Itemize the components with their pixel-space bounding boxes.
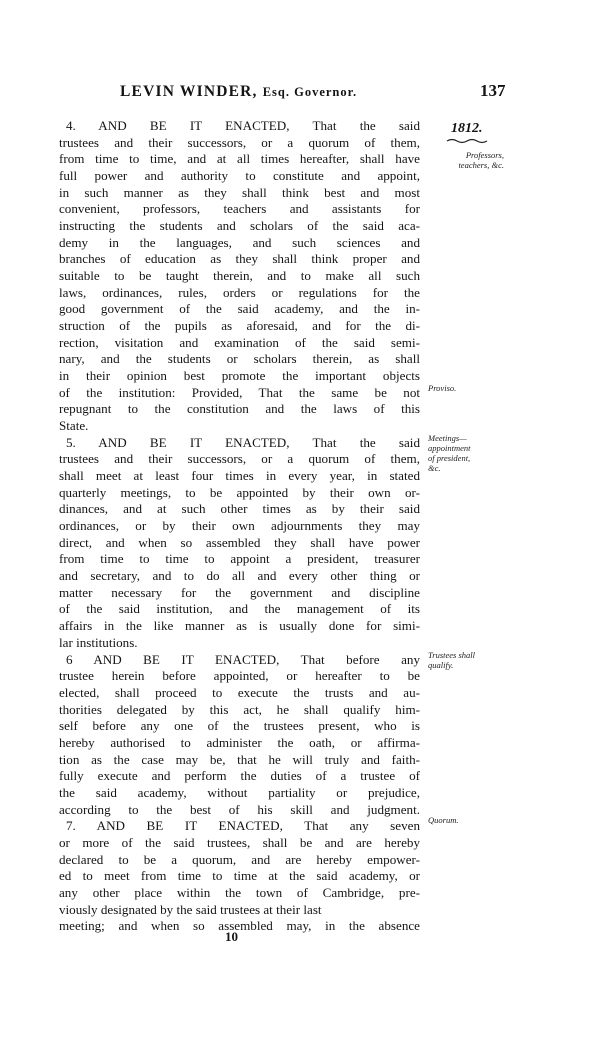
text-line: in their opinion best promote the important objects xyxy=(59,368,420,384)
text-line: 6 AND BE IT ENACTED, That before any xyxy=(66,651,420,667)
text-line: from time to time to appoint a president, treasurer xyxy=(59,551,420,567)
text-line: elected, shall proceed to execute the trusts and au- xyxy=(59,684,420,700)
body-text xyxy=(59,118,420,935)
text-line: ordinances, or by their own adjournments they may xyxy=(59,518,420,534)
text-line: self before any one of the trustees present, who is xyxy=(59,718,420,734)
text-line: according to the best of his skill and judgment. xyxy=(59,801,420,817)
text-line: of the institution: Provided, That the same be not xyxy=(59,384,420,400)
running-head-office: Esq. Governor. xyxy=(262,85,358,99)
margin-year: 1812. xyxy=(451,121,483,136)
text-line: quarterly meetings, to be appointed by their own or- xyxy=(59,484,420,500)
text-line: repugnant to the constitution and the laws of this xyxy=(59,401,420,417)
text-line: ed to meet from time to time at the said academy, or xyxy=(59,868,420,884)
text-line: shall meet at least four times in every year, in stated xyxy=(59,468,420,484)
page-number: 137 xyxy=(480,81,506,100)
text-line: convenient, professors, teachers and assistants for xyxy=(59,201,420,217)
text-line: of the said institution, and the management of its xyxy=(59,601,420,617)
text-line: rection, visitation and examination of the said semi- xyxy=(59,334,420,350)
text-line: laws, ordinances, rules, orders or regulations for the xyxy=(59,284,420,300)
margin-note-quorum: Quorum. xyxy=(428,815,459,825)
text-line: fully execute and perform the duties of a trustee of xyxy=(59,768,420,784)
text-line: branches of education as they shall think proper and xyxy=(59,251,420,267)
running-head xyxy=(120,83,357,101)
text-line: any other place within the town of Cambridge, pre- xyxy=(59,884,420,900)
text-line: from time to time, and at all times hereafter, shall have xyxy=(59,151,420,167)
running-head-title: LEVIN WINDER, xyxy=(120,83,258,100)
text-line: nary, and the students or scholars therein, as shall xyxy=(59,351,420,367)
text-line: declared to be a quorum, and are hereby empower- xyxy=(59,851,420,867)
text-line: thorities delegated by this act, he shall qualify him- xyxy=(59,701,420,717)
text-line: lar institutions. xyxy=(59,634,138,650)
text-line: meeting; and when so assembled may, in the absence xyxy=(59,918,420,934)
text-line: viously designated by the said trustees at their last xyxy=(59,901,322,917)
text-line: and secretary, and to do all and every other thing or xyxy=(59,568,420,584)
text-line: or more of the said trustees, shall be and are hereby xyxy=(59,834,420,850)
text-line: affairs in the like manner as is usually done for simi- xyxy=(59,618,420,634)
text-line: tion as the case may be, that he will truly and faith- xyxy=(59,751,420,767)
margin-note-trustees: Trustees shall qualify. xyxy=(428,650,475,670)
text-line: the said academy, without partiality or prejudice, xyxy=(59,784,420,800)
margin-note-proviso: Proviso. xyxy=(428,383,457,393)
text-line: trustee herein before appointed, or hereafter to be xyxy=(59,668,420,684)
text-line: instructing the students and scholars of the said aca- xyxy=(59,218,420,234)
text-line: State. xyxy=(59,418,89,434)
text-line: full power and authority to constitute and appoint, xyxy=(59,168,420,184)
text-line: 7. AND BE IT ENACTED, That any seven xyxy=(66,818,420,834)
margin-note-professors: Professors, teachers, &c. xyxy=(458,150,504,170)
text-line: trustees and their successors, or a quorum of them, xyxy=(59,134,420,150)
catchword: 10 xyxy=(225,929,238,944)
text-line: direct, and when so assembled they shall have power xyxy=(59,534,420,550)
ornamental-rule-icon xyxy=(446,138,488,144)
text-line: suitable to be taught therein, and to make all such xyxy=(59,268,420,284)
text-line: in such manner as they shall think best and most xyxy=(59,184,420,200)
text-line: 4. AND BE IT ENACTED, That the said xyxy=(66,118,420,133)
text-line: trustees and their successors, or a quorum of them, xyxy=(59,451,420,467)
text-line: struction of the pupils as aforesaid, and for the di- xyxy=(59,318,420,334)
margin-note-meetings: Meetings— appointment of president, &c. xyxy=(428,433,471,473)
text-line: matter necessary for the government and discipline xyxy=(59,584,420,600)
text-line: hereby authorised to administer the oath, or affirma- xyxy=(59,734,420,750)
text-line: demy in the languages, and such sciences and xyxy=(59,234,420,250)
text-line: 5. AND BE IT ENACTED, That the said xyxy=(66,434,420,450)
text-line: dinances, and at such other times as by their said xyxy=(59,501,420,517)
text-line: good government of the said academy, and the in- xyxy=(59,301,420,317)
